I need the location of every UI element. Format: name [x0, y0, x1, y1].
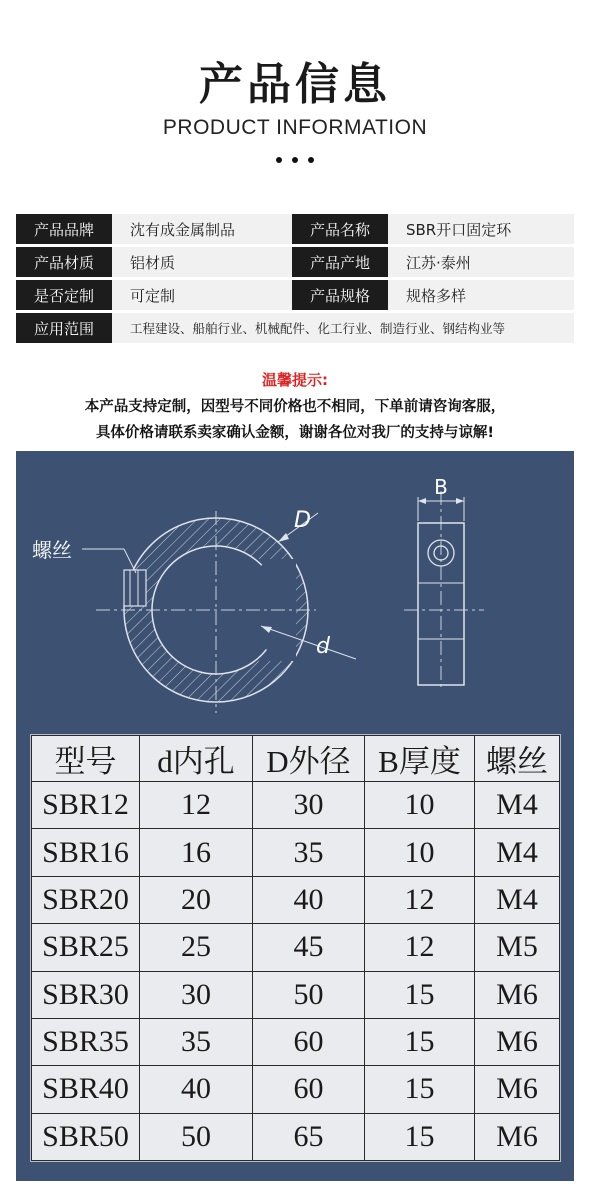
info-label: 产品规格 — [292, 280, 388, 310]
table-cell: 50 — [140, 1113, 253, 1160]
technical-drawing — [16, 451, 574, 731]
info-value: 规格多样 — [388, 280, 574, 310]
screw-slot — [124, 570, 146, 606]
spec-table — [31, 735, 560, 1161]
info-row-usage — [16, 313, 574, 343]
table-cell: 35 — [253, 829, 365, 876]
table-header-row — [32, 736, 560, 782]
info-label: 产品品牌 — [16, 214, 112, 244]
table-cell: M6 — [475, 971, 560, 1018]
table-row — [32, 1066, 560, 1113]
table-row — [32, 924, 560, 971]
table-cell: 45 — [253, 924, 365, 971]
table-row — [32, 971, 560, 1018]
product-info-table — [16, 214, 574, 346]
table-cell: 30 — [253, 782, 365, 829]
table-cell: 40 — [140, 1066, 253, 1113]
column-header: d内孔 — [140, 736, 253, 782]
table-cell: 12 — [140, 782, 253, 829]
table-cell: M4 — [475, 782, 560, 829]
D-label: D — [294, 508, 311, 533]
table-cell: SBR50 — [32, 1113, 140, 1160]
B-label: B — [434, 475, 448, 499]
d-label: d — [316, 634, 330, 659]
column-header: 螺丝 — [475, 736, 560, 782]
table-cell: M6 — [475, 1066, 560, 1113]
info-value-usage: 工程建设、船舶行业、机械配件、化工行业、制造行业、钢结构业等 — [112, 313, 574, 343]
column-header: D外径 — [253, 736, 365, 782]
table-cell: 15 — [365, 971, 475, 1018]
info-label: 应用范围 — [16, 313, 112, 343]
table-cell: SBR25 — [32, 924, 140, 971]
table-row — [32, 829, 560, 876]
page-title: 产品信息 — [199, 59, 391, 110]
page-subtitle: PRODUCT INFORMATION — [162, 116, 428, 139]
table-cell: SBR40 — [32, 1066, 140, 1113]
table-cell: 60 — [253, 1066, 365, 1113]
info-value: 江苏·泰州 — [388, 247, 574, 277]
spec-table-card — [30, 734, 561, 1162]
info-label: 是否定制 — [16, 280, 112, 310]
info-row — [16, 247, 574, 277]
info-label: 产品材质 — [16, 247, 112, 277]
table-row — [32, 782, 560, 829]
table-cell: M5 — [475, 924, 560, 971]
table-cell: 40 — [253, 876, 365, 923]
table-cell: M6 — [475, 1113, 560, 1160]
table-cell: SBR12 — [32, 782, 140, 829]
table-cell: SBR16 — [32, 829, 140, 876]
table-cell: 25 — [140, 924, 253, 971]
info-value: SBR开口固定环 — [388, 214, 574, 244]
info-value: 沈有成金属制品 — [112, 214, 292, 244]
thread-label: 螺丝 — [32, 538, 72, 562]
table-cell: 15 — [365, 1113, 475, 1160]
column-header: 型号 — [32, 736, 140, 782]
table-cell: SBR20 — [32, 876, 140, 923]
table-cell: SBR35 — [32, 1018, 140, 1065]
notice-title: 温馨提示: — [262, 371, 328, 389]
decorative-dots — [0, 157, 590, 163]
column-header: B厚度 — [365, 736, 475, 782]
info-value: 可定制 — [112, 280, 292, 310]
info-row — [16, 280, 574, 310]
notice-line: 具体价格请联系卖家确认金额，谢谢各位对我厂的支持与谅解! — [95, 425, 495, 441]
info-row — [16, 214, 574, 244]
info-value: 铝材质 — [112, 247, 292, 277]
table-cell: 65 — [253, 1113, 365, 1160]
table-cell: 12 — [365, 876, 475, 923]
table-row — [32, 1018, 560, 1065]
table-cell: 15 — [365, 1018, 475, 1065]
table-cell: M4 — [475, 829, 560, 876]
table-cell: M4 — [475, 876, 560, 923]
table-cell: 20 — [140, 876, 253, 923]
notice-line: 本产品支持定制，因型号不同价格也不相同，下单前请咨询客服， — [84, 399, 506, 415]
table-cell: 60 — [253, 1018, 365, 1065]
table-row — [32, 876, 560, 923]
spec-panel — [16, 451, 574, 1181]
table-cell: 30 — [140, 971, 253, 1018]
info-label: 产品名称 — [292, 214, 388, 244]
table-row — [32, 1113, 560, 1160]
table-cell: SBR30 — [32, 971, 140, 1018]
table-cell: 15 — [365, 1066, 475, 1113]
info-label: 产品产地 — [292, 247, 388, 277]
table-cell: 50 — [253, 971, 365, 1018]
table-cell: 16 — [140, 829, 253, 876]
table-cell: M6 — [475, 1018, 560, 1065]
table-cell: 35 — [140, 1018, 253, 1065]
table-cell: 12 — [365, 924, 475, 971]
table-cell: 10 — [365, 829, 475, 876]
table-cell: 10 — [365, 782, 475, 829]
